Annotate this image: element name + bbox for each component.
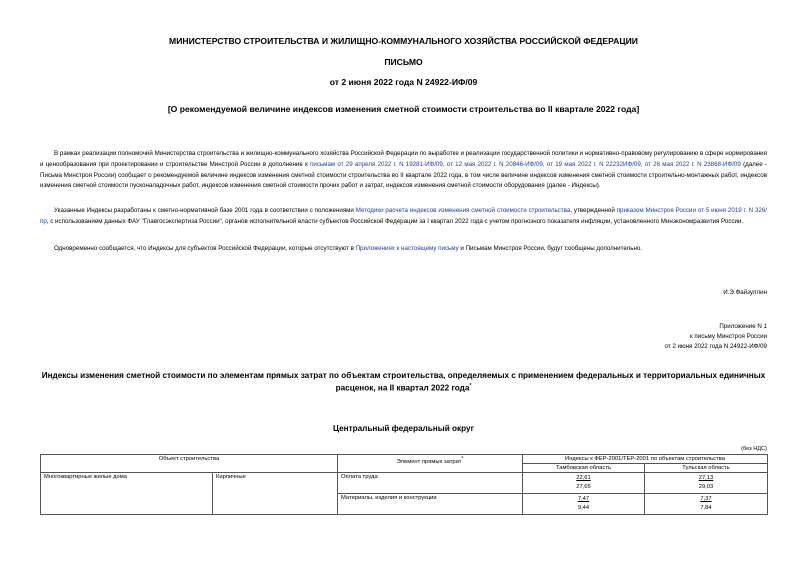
paragraph-2-text-b: , утвержденной — [570, 207, 617, 214]
ministry-heading: МИНИСТЕРСТВО СТРОИТЕЛЬСТВА И ЖИЛИЩНО-КОММУНАЛЬНОГО ХОЗЯЙСТВА РОССИЙСКОЙ ФЕДЕРАЦИИ — [169, 36, 638, 46]
appendix-caption — [665, 322, 768, 351]
cell-region-1 — [523, 473, 645, 494]
table-title — [40, 370, 767, 394]
table-row — [41, 473, 768, 494]
cell-element: Материалы, изделия и конструкции — [338, 494, 523, 515]
table-title-mark: * — [469, 383, 472, 389]
value-bottom: 29,03 — [698, 484, 714, 490]
link-order[interactable]: приказом Минстроя России от 5 июня 2019 г. N 326/пр — [40, 207, 768, 225]
paragraph-3-text-a: Одновременно сообщается, что Индексы для субъектов Российской Федерации, которые отсутствуют в — [54, 245, 356, 252]
signature: И.Э.Файзуллин — [723, 289, 767, 296]
header-element-mark: * — [461, 456, 464, 462]
table-title-text: Индексы изменения сметной стоимости по элементам прямых затрат по объектам строительства, определяемых с применением федеральных и территориальных единичных расценок, на II квартал 2022 года — [41, 371, 766, 393]
value-top: 22,61 — [576, 475, 591, 481]
link-methodology[interactable]: Методики расчета индексов изменения сметной стоимости строительства — [355, 207, 571, 214]
link-appendices[interactable]: Приложениях к настоящему письму — [355, 245, 459, 252]
vat-note: (без НДС) — [741, 446, 767, 452]
cell-region-1 — [523, 494, 645, 515]
paragraph-2 — [40, 206, 767, 228]
value-bottom: 9,44 — [577, 505, 590, 511]
value-top: 7,47 — [577, 496, 590, 502]
paragraph-3-text-b: и Письмам Минстроя России, будут сообщены дополнительно. — [458, 245, 643, 252]
cell-region-2 — [645, 473, 768, 494]
paragraph-1 — [40, 149, 767, 192]
paragraph-1-text-a: В рамках реализации полномочий Министерства строительства и жилищно-коммунального хозяйства Российской Федерации по выработке и реализации государственной политики и нормативно-правовому регулированию в сфере нормирования и ценообразования при проектировании и строительстве Минстрой России в дополнение к — [40, 150, 767, 168]
indices-table — [40, 454, 768, 515]
header-indices — [523, 455, 768, 464]
link-letters[interactable]: письмам от 29 апреля 2022 г. N 19281-ИФ/09, от 12 мая 2022 г. N 20846-ИФ/09, от 19 мая 2022 г. N 22232ИФ/09, от 26 мая 2022 г. N 23868-ИФ/09 — [310, 160, 741, 168]
paragraph-2-text-c: , с использованием данных ФАУ "Главгосэкспертиза России", органов исполнительной власти субъектов Российской Федерации за I квартал 2022 года с учетом прогнозного показателя инфляции, установленного Минэкономразвития России. — [46, 217, 744, 225]
paragraph-2-text-a: Указанные Индексы разработаны к сметно-нормативной базе 2001 года в соответствии с положениями — [54, 207, 356, 214]
value-bottom: 7,84 — [700, 505, 712, 511]
header-object — [41, 455, 338, 473]
paragraph-3 — [40, 244, 767, 255]
header-indices-label: Индексы к ФЕР-2001/ТЕР-2001 по объектам строительства — [565, 456, 725, 462]
header-element-label: Элемент прямых затрат — [396, 458, 462, 465]
cell-region-2 — [645, 494, 768, 515]
federal-district-heading: Центральный федеральный округ — [333, 424, 474, 433]
header-region-2: Тульская область — [645, 464, 768, 473]
header-region-1: Тамбовская область — [523, 464, 645, 473]
document-date-number: от 2 июня 2022 года N 24922-ИФ/09 — [329, 77, 478, 87]
value-top: 27,13 — [698, 475, 714, 481]
document-type: ПИСЬМО — [384, 57, 423, 67]
appendix-line-1: Приложение N 1 — [719, 323, 767, 330]
appendix-line-3: от 2 июня 2022 года N 24922-ИФ/09 — [664, 342, 767, 350]
document-subject: [О рекомендуемой величине индексов изменения сметной стоимости строительства во II квартале 2022 года] — [167, 104, 640, 114]
appendix-line-2: к письму Минстроя России — [690, 332, 767, 340]
cell-subtype: Кирпичные — [213, 473, 338, 515]
header-element — [338, 455, 523, 473]
cell-element: Оплата труда — [338, 473, 523, 494]
paragraph-1-text-b: (далее - Письма Минстроя России) сообщает о рекомендуемой величине индексов изменения сметной стоимости строительства во II квартале 2022 года, в том числе величине индексов изменения сметной стоимости строительно-монтажных работ, индексов изменения сметной стоимости пусконаладочных работ, индексов изменения сметной стоимости прочих работ и затрат, индексов изменения сметной стоимости оборудования (далее - Индексы). — [40, 160, 767, 190]
header-object-label: Объект строительства — [158, 456, 220, 462]
value-bottom: 27,65 — [576, 484, 591, 490]
value-top: 7,37 — [700, 496, 712, 502]
cell-object: Многоквартирные жилые дома — [41, 473, 213, 515]
